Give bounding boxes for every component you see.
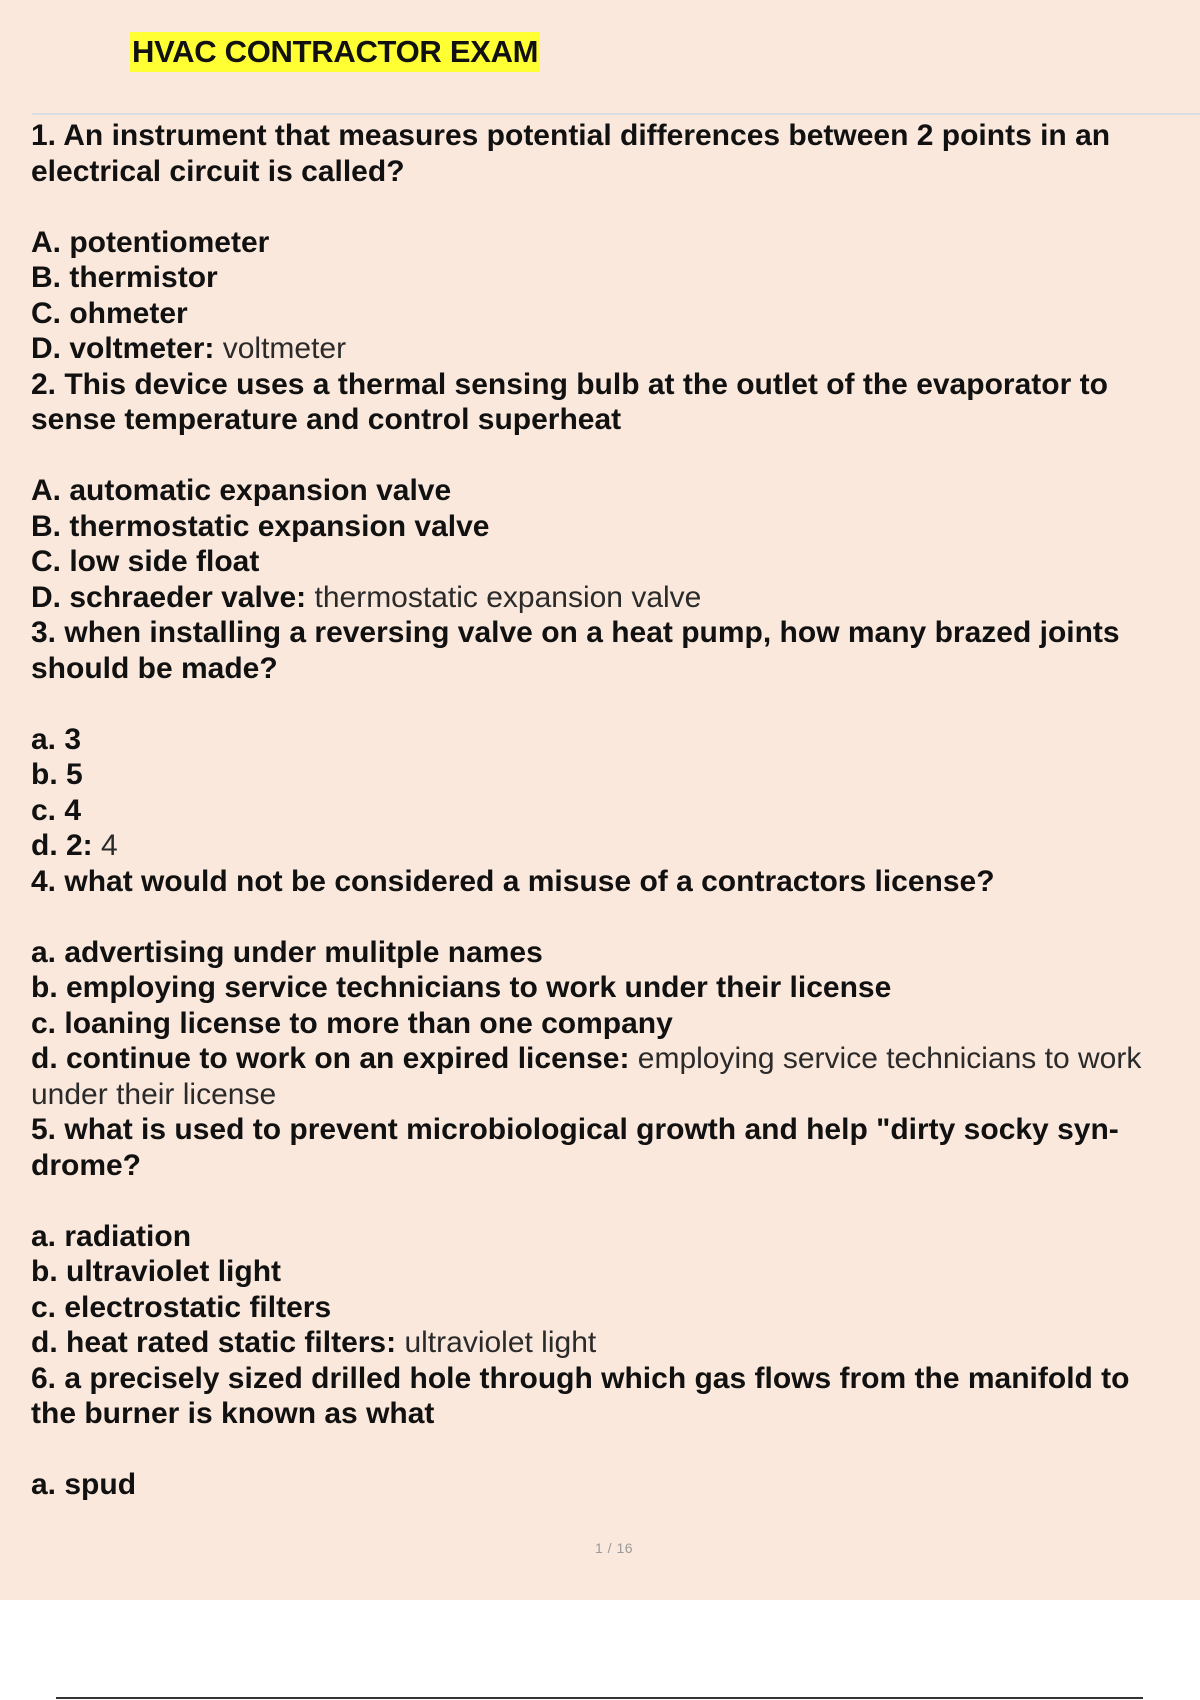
question-text: 2. This device uses a thermal sensing bulb at the outlet of the evaporator to sense temperature and control superheat [31, 367, 1108, 436]
question-list [31, 118, 1200, 1503]
question-5 [31, 1112, 1200, 1361]
option-d-label: d. continue to work on an expired license: [31, 1042, 630, 1075]
option-c: C. ohmeter [31, 296, 188, 330]
option-b: b. ultraviolet light [31, 1255, 282, 1288]
answer-text: 4 [101, 829, 118, 862]
question-text: 1. An instrument that measures potential differences between 2 points in an electrical circuit is called? [31, 119, 1111, 188]
option-c: c. 4 [31, 793, 82, 827]
question-text: 3. when installing a reversing valve on a heat pump, how many brazed joints should be made? [31, 616, 1120, 685]
title-divider [32, 113, 1200, 115]
option-a: A. potentiometer [31, 225, 270, 259]
question-text: 5. what is used to prevent microbiological growth and help "dirty socky syn- drome? [31, 1113, 1119, 1182]
option-b: b. 5 [31, 758, 83, 791]
option-d [31, 1041, 1200, 1112]
document-title: HVAC CONTRACTOR EXAM [130, 32, 540, 72]
option-a: A. automatic expansion valve [31, 474, 452, 507]
question-6 [31, 1361, 1200, 1503]
option-c: c. electrostatic filters [31, 1290, 332, 1324]
question-2 [31, 367, 1200, 616]
question-1 [31, 118, 1200, 367]
option-d [31, 828, 1200, 864]
option-d [31, 580, 1200, 616]
option-b: B. thermistor [31, 261, 218, 294]
option-d [31, 331, 1200, 367]
option-c: c. loaning license to more than one company [31, 1006, 673, 1040]
option-b: b. employing service technicians to work under their license [31, 971, 892, 1004]
option-a: a. advertising under mulitple names [31, 935, 543, 969]
question-text: 4. what would not be considered a misuse of a contractors license? [31, 864, 995, 898]
question-3 [31, 615, 1200, 864]
option-b: B. thermostatic expansion valve [31, 509, 490, 543]
option-d-label: d. heat rated static filters: [31, 1326, 397, 1359]
footer-divider [56, 1697, 1143, 1699]
option-d [31, 1325, 1200, 1361]
option-d-label: D. schraeder valve: [31, 580, 307, 614]
option-d-label: D. voltmeter: [31, 332, 215, 365]
option-a: a. radiation [31, 1219, 192, 1253]
title-block [130, 32, 540, 72]
page-indicator: 1 / 16 [594, 1540, 634, 1556]
question-4 [31, 864, 1200, 1113]
answer-text: thermostatic expansion valve [314, 580, 702, 614]
question-text: 6. a precisely sized drilled hole through which gas flows from the manifold to the burner is known as what [31, 1361, 1130, 1430]
option-a: a. spud [31, 1468, 137, 1501]
answer-text: ultraviolet light [404, 1326, 597, 1359]
option-a: a. 3 [31, 722, 82, 756]
answer-text: voltmeter [222, 332, 347, 365]
answer-text: employing service technicians to work under their license [31, 1042, 1142, 1111]
option-d-label: d. 2: [31, 829, 93, 862]
option-c: C. low side float [31, 545, 260, 578]
